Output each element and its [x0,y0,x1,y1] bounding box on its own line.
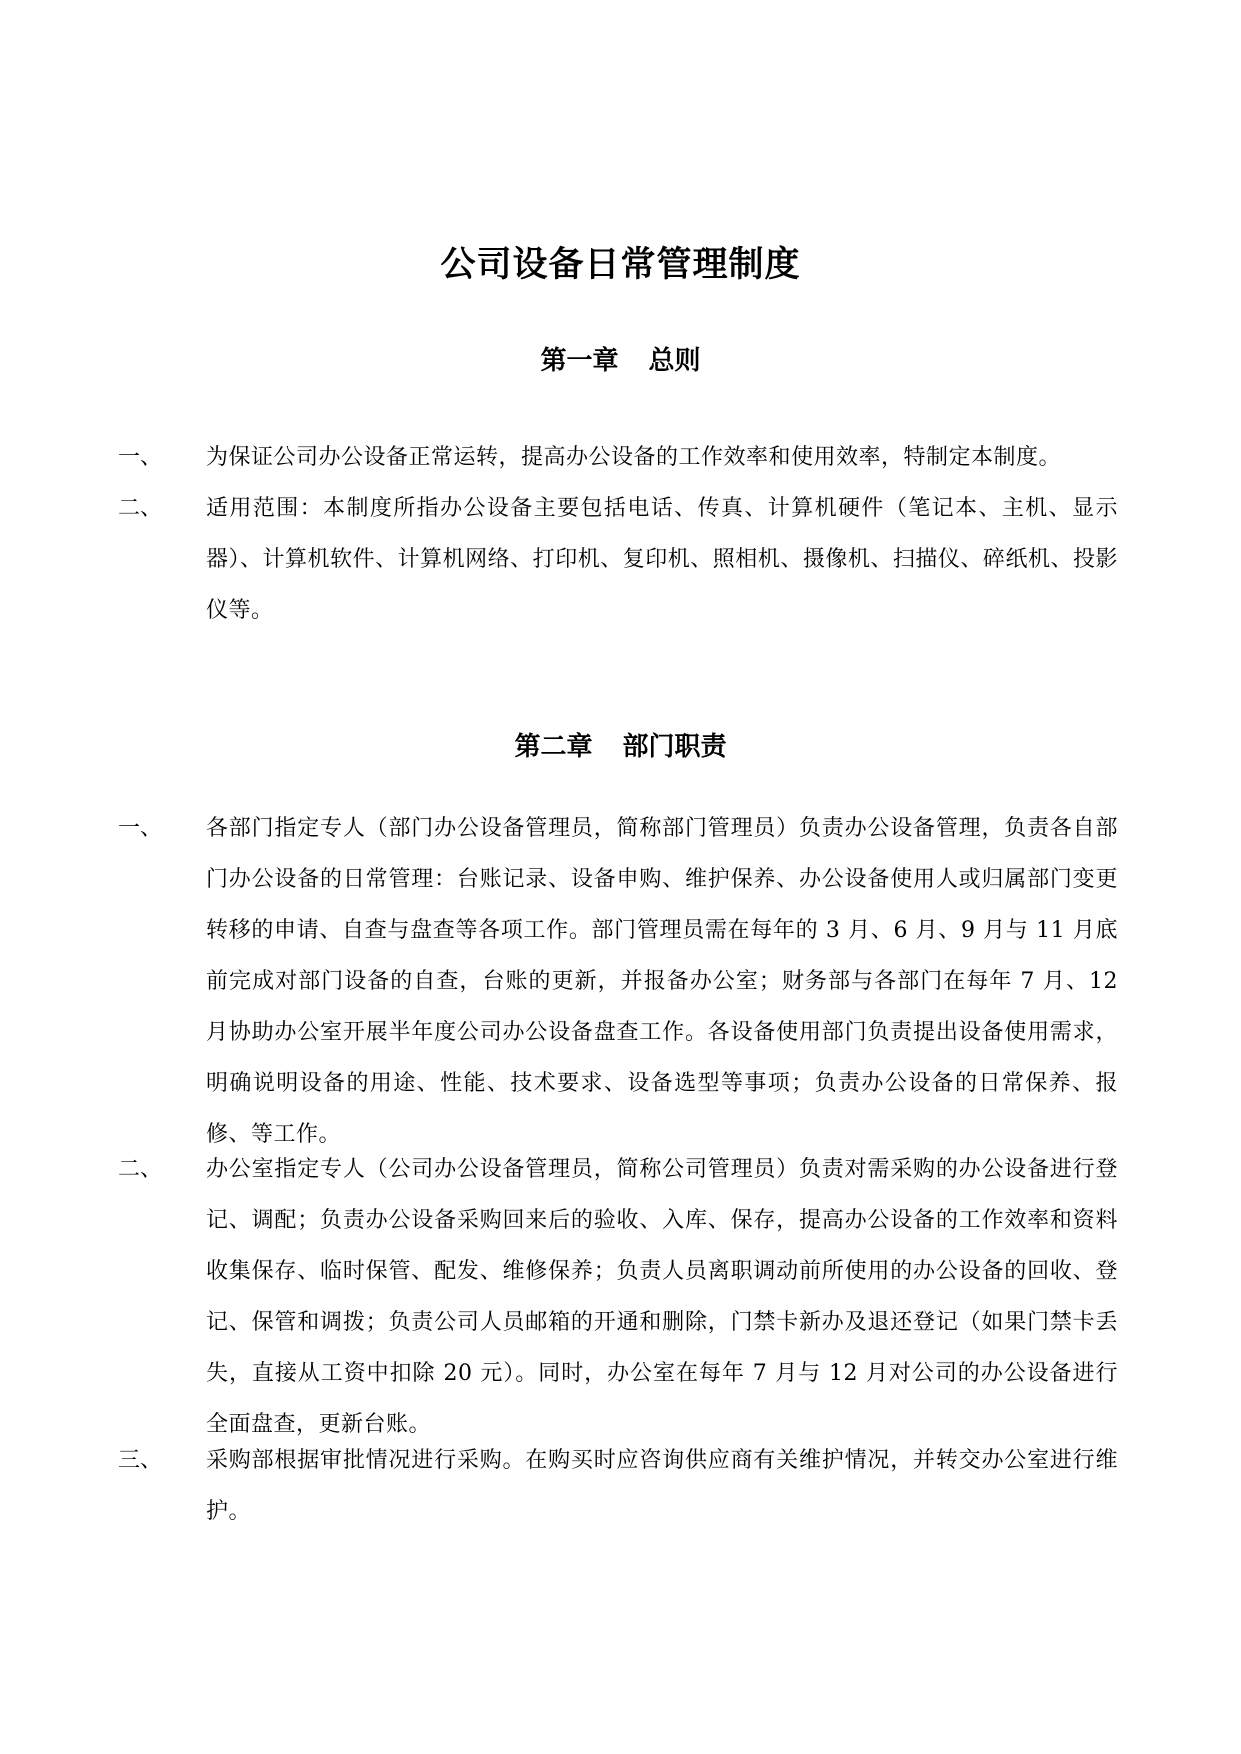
clause-text: 采购部根据审批情况进行采购。在购买时应咨询供应商有关维护情况，并转交办公室进行维护。 [206,1448,1118,1524]
clause-text: 办公室指定专人（公司办公设备管理员，简称公司管理员）负责对需采购的办公设备进行登记、调配；负责办公设备采购回来后的验收、入库、保存，提高办公设备的工作效率和资料收集保存、临时保管、配发、维修保养；负责人员离职调动前所使用的办公设备的回收、登记、保管和调拨；负责公司人员邮箱的开通和删除，门禁卡新办及退还登记（如果门禁卡丢失，直接从工资中扣除 20 元）。同时，办公室在每年 7 月与 12 月对公司的办公设备进行全面盘查，更新台账。 [206,1157,1118,1437]
chapter-heading-2 [0,727,1241,767]
chapter-name: 总则 [648,346,701,376]
clause-number: 二、 [118,496,163,521]
chapter-number: 第二章 [514,732,593,762]
clause-text: 为保证公司办公设备正常运转，提高办公设备的工作效率和使用效率，特制定本制度。 [206,445,1062,470]
document-title: 公司设备日常管理制度 [440,245,801,285]
clause-number: 二、 [118,1157,163,1182]
chapter-name: 部门职责 [622,732,727,762]
clause-number: 一、 [118,445,163,470]
clause-number: 一、 [118,816,163,841]
chapter-number: 第一章 [540,346,619,376]
clause-text: 各部门指定专人（部门办公设备管理员，简称部门管理员）负责办公设备管理，负责各自部门办公设备的日常管理：台账记录、设备申购、维护保养、办公设备使用人或归属部门变更转移的申请、自查与盘查等各项工作。部门管理员需在每年的 3 月、6 月、9 月与 11 月底前完成对部门设备的自查，台账的更新，并报备办公室；财务部与各部门在每年 7 月、12 月协助办公室开展半年度公司办公设备盘查工作。各设备使用部门负责提出设备使用需求，明确说明设备的用途、性能、技术要求、设备选型等事项；负责办公设备的日常保养、报修、等工作。 [206,816,1118,1147]
clause-text: 适用范围：本制度所指办公设备主要包括电话、传真、计算机硬件（笔记本、主机、显示器）、计算机软件、计算机网络、打印机、复印机、照相机、摄像机、扫描仪、碎纸机、投影仪等。 [206,496,1118,623]
clause-number: 三、 [118,1448,163,1473]
chapter-heading-1 [0,341,1241,381]
